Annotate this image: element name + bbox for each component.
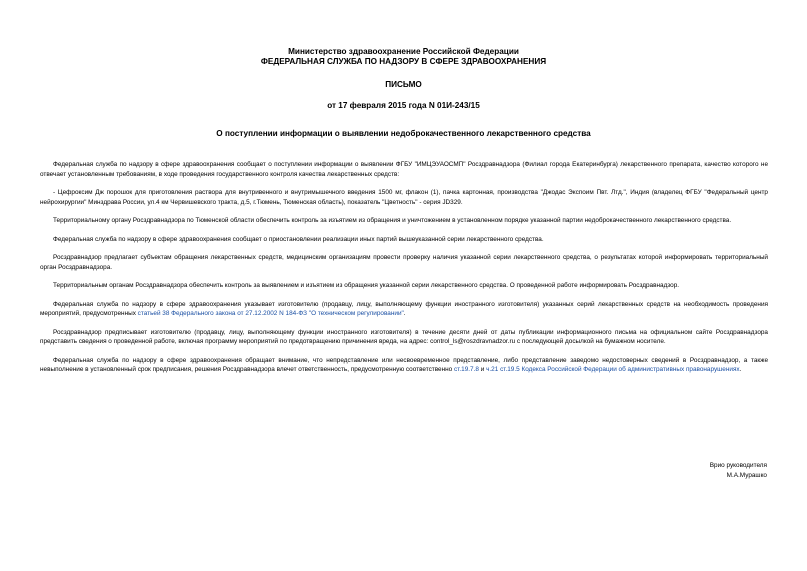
document-title: О поступлении информации о выявлении недоброкачественного лекарственного средства — [216, 129, 591, 138]
service-name: ФЕДЕРАЛЬНАЯ СЛУЖБА ПО НАДЗОРУ В СФЕРЕ ЗДРАВООХРАНЕНИЯ — [260, 57, 547, 66]
document-date-number: от 17 февраля 2015 года N 01И-243/15 — [327, 101, 480, 110]
document-body — [40, 160, 768, 384]
paragraph-3: Территориальному органу Росздравнадзора по Тюменской области обеспечить контроль за изъятием из обращения и уничтожением в установленном порядке указанной партии недоброкачественного лекарственного средства. — [53, 217, 732, 224]
document-type: ПИСЬМО — [385, 80, 422, 89]
paragraph-5: Росздравнадзор предлагает субъектам обращения лекарственных средств, медицинским организациям провести проверку наличия указанной серии лекарственного средства, о результатах которой информировать территориальный орган Росздравнадзора. — [40, 254, 768, 271]
ministry-name: Министерство здравоохранение Российской Федерации — [288, 47, 519, 56]
article-19-7-8-link[interactable]: ст.19.7.8 — [453, 366, 479, 373]
signature-block — [710, 461, 767, 481]
paragraph-9-text-mid: и — [478, 366, 487, 373]
paragraph-7-text-start: Федеральная служба по надзору в сфере здравоохранения указывает изготовителю (продавцу, лицу, выполняющему функции иностранного изготовителя) указанных серий лекарственных средств на необходимость проведения мероприятий, предусмотренных — [40, 300, 768, 317]
signatory-position: Врио руководителя — [709, 462, 767, 469]
paragraph-2: - Цефроксим Дж порошок для приготовления раствора для внутривенного и внутримышечного введения 1500 мг, флакон (1), пачка картонная, производства "Джодас Экспоим Пвт. Лтд.", Индия (владелец ФГБУ "Федеральный центр нейрохирургии" Минздрава России, ул.4 км Червишевского тракта, д.5, г.Тюмень, Тюменская область), показатель "Цветность" - серия JD329. — [40, 189, 768, 206]
paragraph-9-text-end: . — [739, 366, 742, 373]
signatory-name: М.А.Мурашко — [726, 472, 767, 479]
paragraph-9-text-start: Федеральная служба по надзору в сфере здравоохранения обращает внимание, что непредставление или несвоевременное представление, либо представление заведомо недостоверных сведений в Росздравнадзор, а также невыполнение в установленный срок предписания, решения Росздравнадзора влечет ответственность, предусмотренную соответственно — [40, 356, 768, 373]
paragraph-1: Федеральная служба по надзору в сфере здравоохранения сообщает о поступлении информации о выявлении ФГБУ "ИМЦЭУАОСМП" Росздравнадзора (Филиал города Екатеринбурга) лекарственного препарата, качество которого не отвечает установленным требованиям, в ходе проведения государственного контроля качества лекарственных средств: — [40, 161, 768, 178]
paragraph-7 — [40, 300, 768, 319]
paragraph-7-text-end: . — [403, 310, 406, 317]
paragraph-6: Территориальным органам Росздравнадзора обеспечить контроль за выявлением и изъятием из обращения указанной серии лекарственного средства. О проведенной работе информировать Росздравнадзор. — [53, 282, 680, 289]
paragraph-8: Росздравнадзор предписывает изготовителю (продавцу, лицу, выполняющему функции иностранного изготовителя) в течение десяти дней от даты публикации информационного письма на официальном сайте Росздравнадзора представить сведения о проведенной работе, включая программу мероприятий по предотвращению причинения вреда, на адрес: control_ls@roszdravnadzor.ru с последующей досылкой на бумажном носителе. — [40, 328, 768, 345]
paragraph-4: Федеральная служба по надзору в сфере здравоохранения сообщает о приостановлении реализации иных партий вышеуказанной серии лекарственного средства. — [53, 235, 544, 243]
paragraph-9 — [40, 356, 768, 375]
federal-law-link[interactable]: статьей 38 Федерального закона от 27.12.2002 N 184-ФЗ "О техническом регулировании" — [137, 310, 404, 317]
article-19-5-koap-link[interactable]: ч.21 ст.19.5 Кодекса Российской Федерации об административных правонарушениях — [486, 366, 740, 373]
